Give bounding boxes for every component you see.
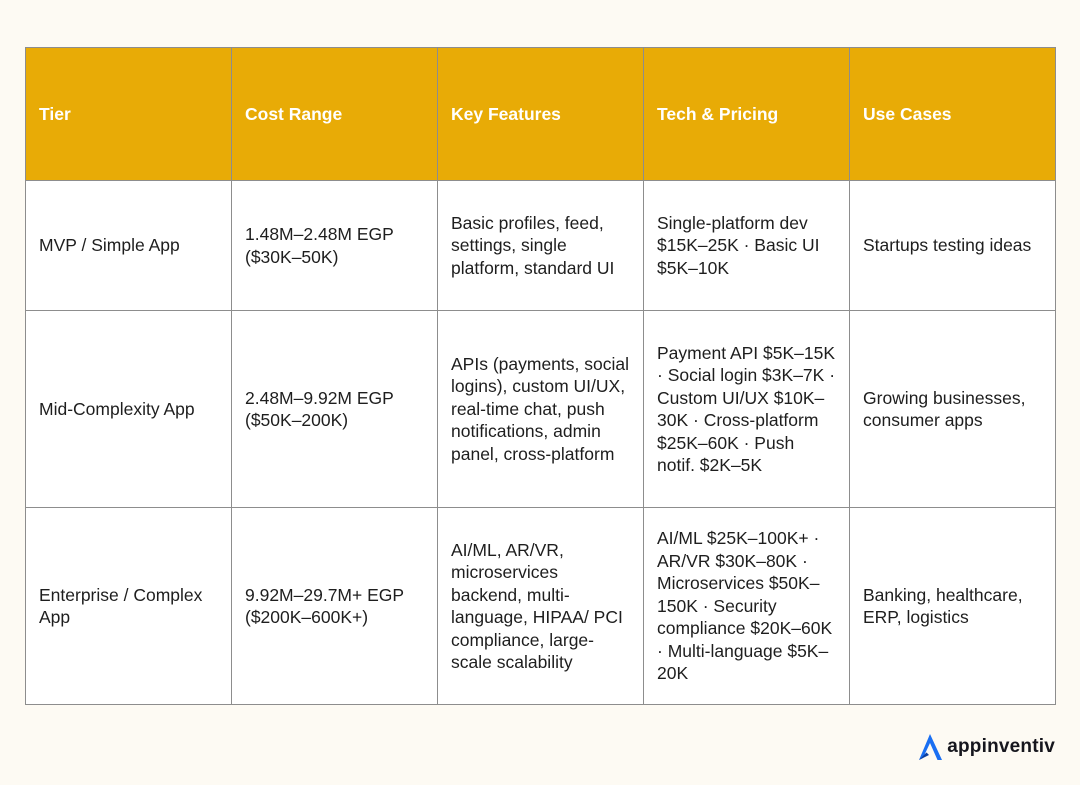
cell-cost-range: 1.48M–2.48M EGP ($30K–50K)	[232, 181, 438, 311]
cell-tier: MVP / Simple App	[26, 181, 232, 311]
cell-tier: Enterprise / Complex App	[26, 508, 232, 705]
brand-logo	[917, 733, 1055, 761]
header-row	[26, 48, 1056, 181]
cost-tier-table	[25, 47, 1056, 705]
cell-key-features: Basic profiles, feed, settings, single platform, standard UI	[438, 181, 644, 311]
header-key-features: Key Features	[438, 48, 644, 181]
table-body	[26, 181, 1056, 705]
cell-tech-pricing: AI/ML $25K–100K+ · AR/VR $30K–80K · Microservices $50K–150K · Security compliance $20K–60K · Multi-language $5K–20K	[644, 508, 850, 705]
table-row	[26, 311, 1056, 508]
table-header	[26, 48, 1056, 181]
cell-key-features: AI/ML, AR/VR, microservices backend, multi-language, HIPAA/ PCI compliance, large-scale scalability	[438, 508, 644, 705]
cell-cost-range: 9.92M–29.7M+ EGP ($200K–600K+)	[232, 508, 438, 705]
cell-use-cases: Startups testing ideas	[850, 181, 1056, 311]
header-use-cases: Use Cases	[850, 48, 1056, 181]
table-row	[26, 181, 1056, 311]
header-cost-range: Cost Range	[232, 48, 438, 181]
table-row	[26, 508, 1056, 705]
cell-tech-pricing: Payment API $5K–15K · Social login $3K–7K · Custom UI/UX $10K–30K · Cross-platform $25K–60K · Push notif. $2K–5K	[644, 311, 850, 508]
header-tech-pricing: Tech & Pricing	[644, 48, 850, 181]
brand-name: appinventiv	[947, 736, 1055, 757]
cell-cost-range: 2.48M–9.92M EGP ($50K–200K)	[232, 311, 438, 508]
header-tier: Tier	[26, 48, 232, 181]
appinventiv-logo-icon	[917, 733, 943, 761]
cell-use-cases: Banking, healthcare, ERP, logistics	[850, 508, 1056, 705]
cell-tech-pricing: Single-platform dev $15K–25K · Basic UI $5K–10K	[644, 181, 850, 311]
cell-tier: Mid-Complexity App	[26, 311, 232, 508]
cell-use-cases: Growing businesses, consumer apps	[850, 311, 1056, 508]
cell-key-features: APIs (payments, social logins), custom UI/UX, real-time chat, push notifications, admin panel, cross-platform	[438, 311, 644, 508]
